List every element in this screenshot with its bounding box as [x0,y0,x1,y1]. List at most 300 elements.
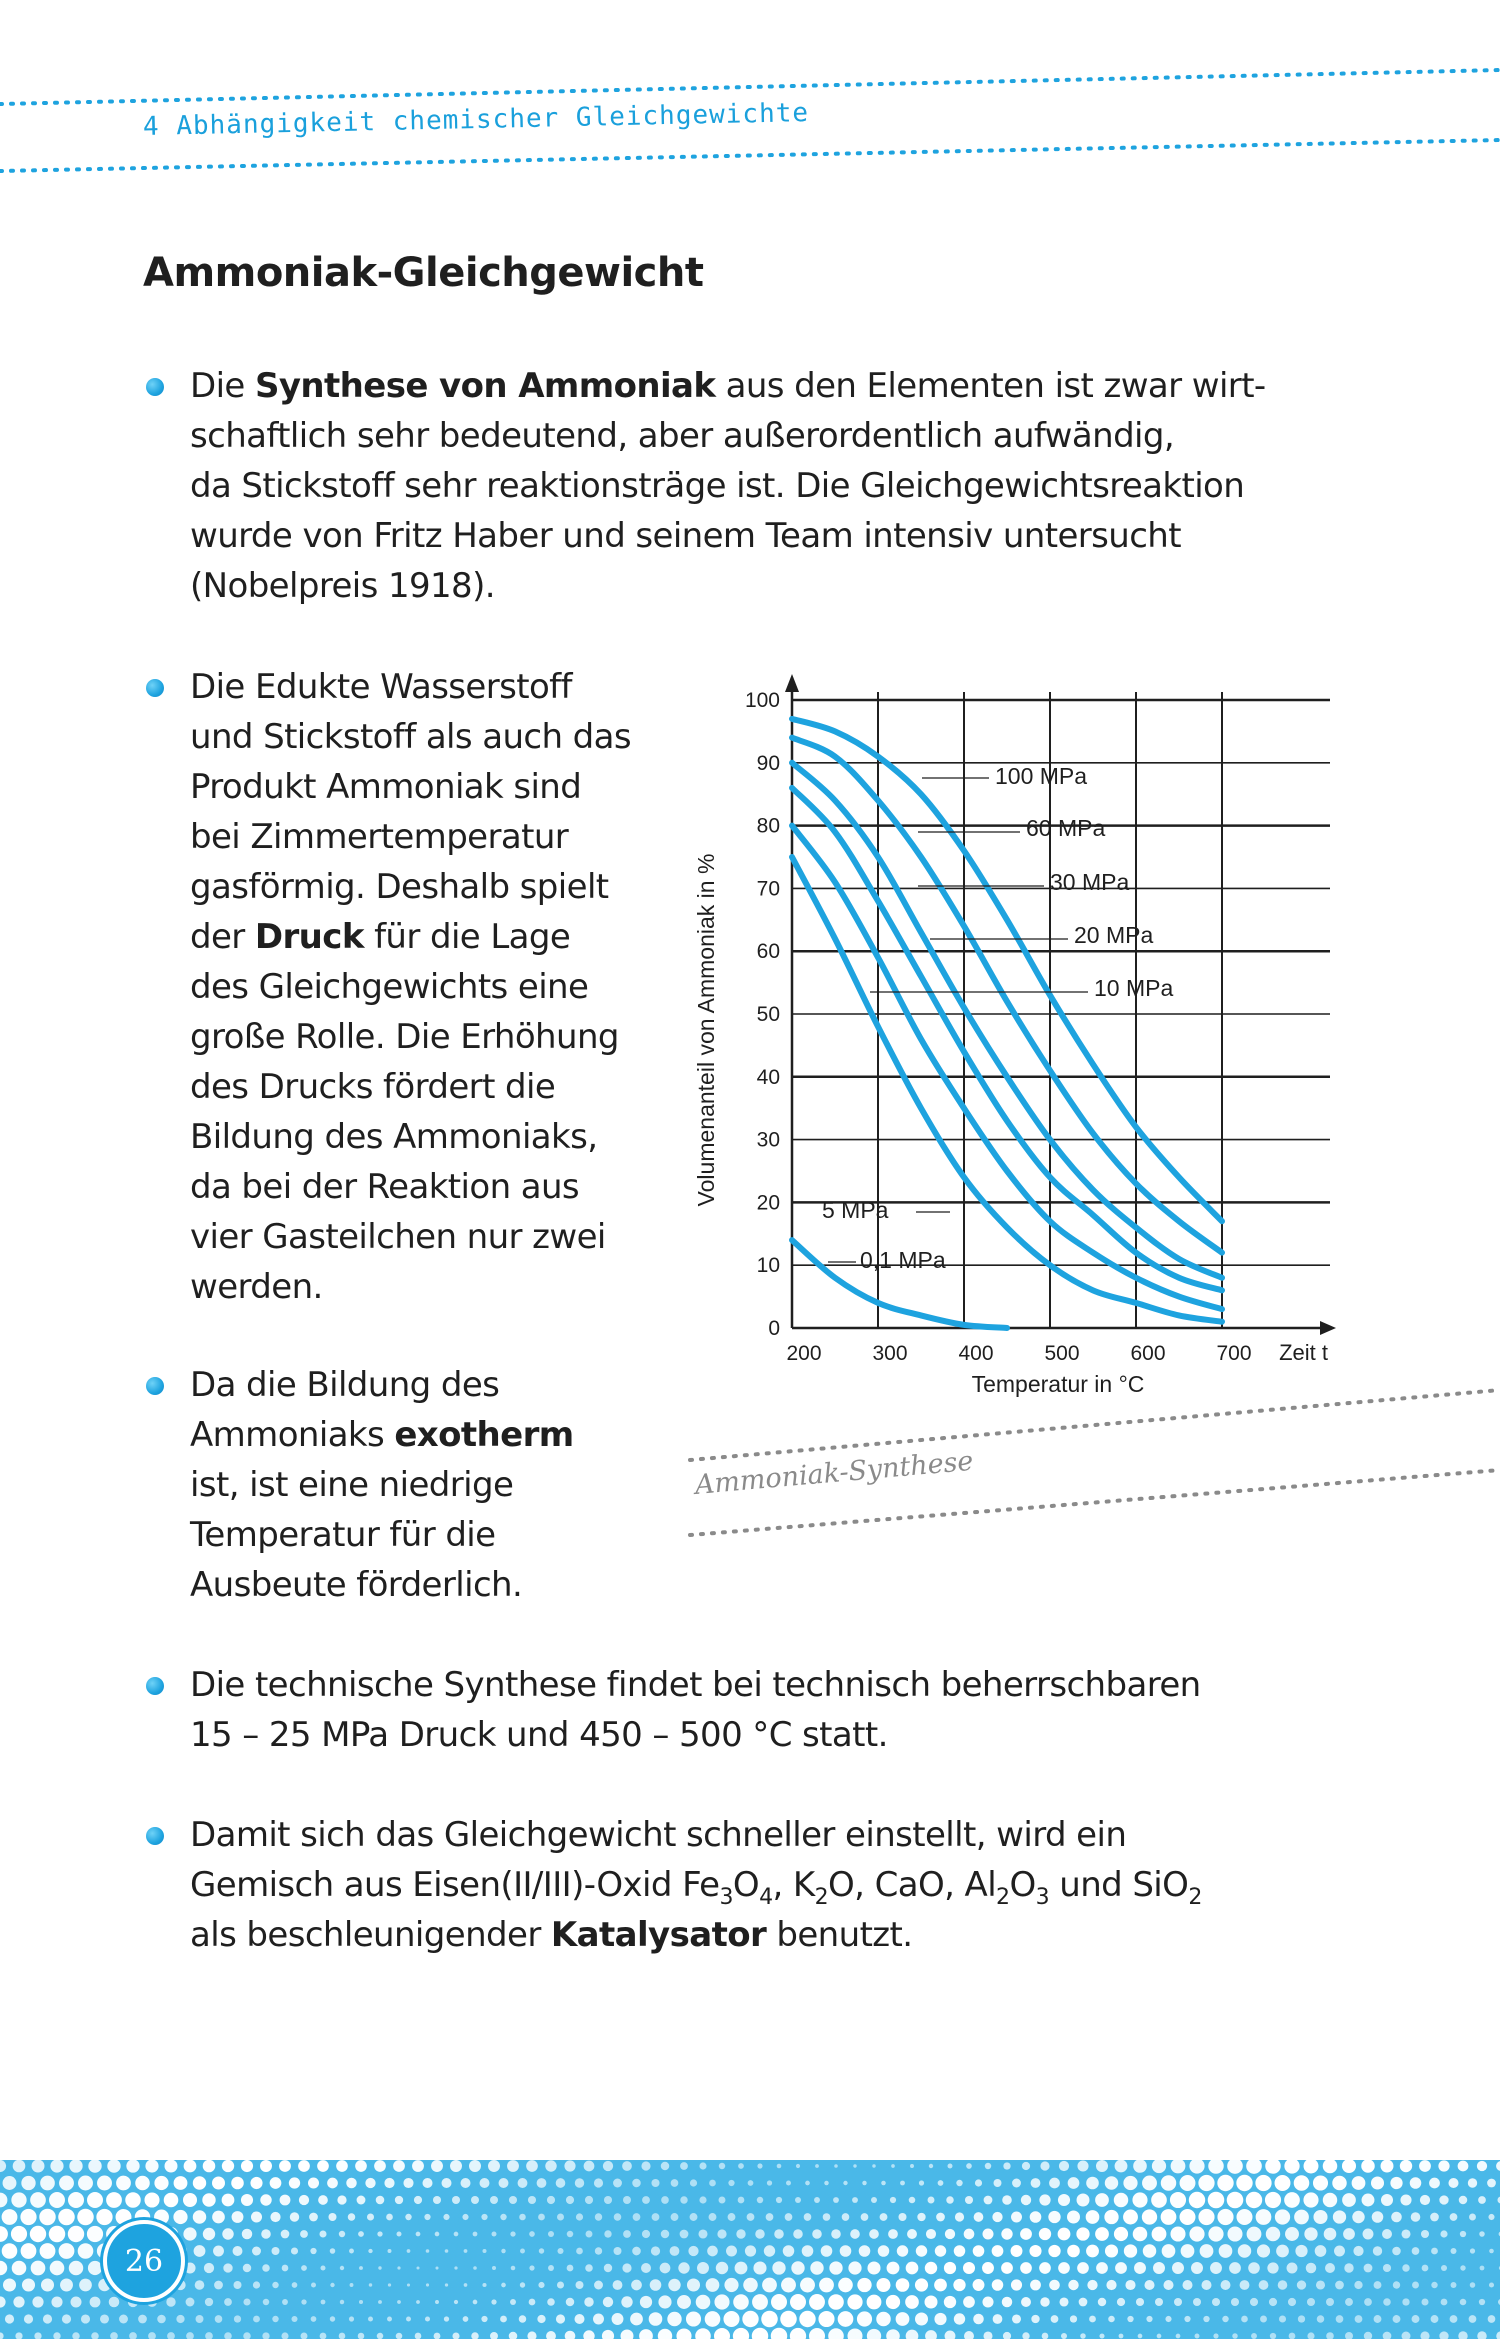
footer-dot [422,2178,432,2188]
chart-labels [745,689,1328,1365]
footer-dot [1099,2333,1104,2338]
footer-dot [823,2213,831,2221]
footer-dot [1489,2282,1494,2287]
footer-dot [766,2213,774,2221]
footer-dot [39,2209,55,2225]
text-run: der [190,917,255,957]
footer-dot [462,2214,468,2220]
footer-dot [966,2163,972,2169]
footer-dot [678,2262,689,2273]
footer-dot [709,2213,717,2221]
footer-dot [378,2266,381,2269]
footer-dot [1431,2315,1439,2323]
footer-dot [1343,2228,1355,2240]
footer-dot [1412,2282,1419,2289]
footer-dot [346,2178,357,2189]
footer-dot [944,2262,956,2274]
footer-dot [1470,2248,1475,2253]
footer-dot [1105,2244,1118,2257]
footer-dot [403,2178,413,2188]
footer-dot [1115,2262,1127,2274]
footer-dot [1179,2209,1195,2225]
footer-dot [1146,2316,1152,2322]
footer-dot [224,2298,232,2306]
footer-dot [671,2179,679,2187]
text-run: und SiO [1049,1865,1189,1905]
footer-dot [985,2163,991,2169]
text-line [190,912,631,962]
footer-dot [907,2229,917,2239]
footer-dot [1133,2227,1148,2242]
footer-dot [1353,2246,1363,2256]
footer-dot [1086,2210,1100,2224]
bullet-point-icon [146,378,164,396]
footer-dot [499,2178,509,2188]
footer-dot [1011,2245,1023,2257]
footer-dot [661,2230,670,2239]
footer-dot [395,2196,403,2204]
footer-dot [387,2317,392,2322]
footer-dot [776,2197,782,2203]
footer-dot [157,2315,166,2324]
footer-dot [696,2295,711,2310]
footer-dot [1029,2245,1041,2257]
footer-dot [196,2315,204,2323]
footer-dot [1419,2160,1431,2172]
footer-dot [1391,2212,1402,2223]
series-line-5 [792,857,1222,1322]
footer-dot [1362,2194,1375,2207]
footer-dot [290,2212,299,2221]
footer-dot [145,2160,158,2173]
x-tick-label: 300 [872,1342,908,1365]
footer-dot [60,2279,73,2292]
footer-dot [982,2262,994,2274]
footer-dot [1068,2280,1078,2290]
footer-dot [301,2299,306,2304]
footer-dot [164,2193,179,2208]
text-run: als beschleunigender [190,1915,551,1955]
footer-dot [1479,2299,1485,2305]
footer-dot [1438,2160,1449,2171]
footer-dot [386,2214,393,2221]
text-line [190,762,631,812]
subscript: 4 [759,1885,773,1910]
footer-dot [1294,2210,1309,2225]
footer-dot [317,2160,329,2172]
footer-dot [948,2164,953,2169]
footer-dot [193,2176,206,2189]
footer-dot [1153,2262,1165,2274]
footer-dot [804,2213,812,2221]
footer-dot [631,2280,642,2291]
footer-dot [622,2161,632,2171]
footer-dot [576,2248,583,2255]
footer-dot [144,2192,159,2207]
text-line [190,1810,1202,1860]
footer-dot [1326,2298,1334,2306]
text-run: gasförmig. Deshalb spielt [190,867,609,907]
footer-dot [843,2181,847,2185]
footer-dot [49,2226,66,2243]
footer-dot [1127,2316,1133,2322]
footer-dot [59,2176,74,2191]
footer-dot [1217,2175,1233,2191]
footer-dot [407,2283,410,2286]
footer-dot [481,2316,487,2322]
text-line [190,862,631,912]
footer-dot [32,2296,43,2307]
text-line [190,1560,574,1610]
footer-dot [876,2278,890,2292]
footer-dot [934,2279,947,2292]
footer-dot [658,2295,671,2308]
footer-dot [195,2280,205,2290]
footer-dot [1469,2315,1477,2323]
footer-dot [13,2160,26,2172]
footer-dot [1269,2298,1277,2306]
text-run: werden. [190,1267,323,1307]
footer-dot [1316,2280,1325,2289]
footer-dot [1119,2334,1124,2339]
footer-dot [1381,2194,1393,2206]
footer-dot [910,2164,914,2168]
footer-dot [1459,2196,1468,2205]
footer-dot [1080,2333,1086,2339]
footer-dot [242,2229,253,2240]
footer-dot [651,2179,659,2187]
text-run: O [732,1865,760,1905]
footer-dot [22,2278,35,2291]
footer-dot [1410,2177,1422,2189]
footer-dot [1303,2192,1318,2207]
footer-dot [68,2226,84,2242]
footer-dot [869,2229,879,2239]
footer-dot [1257,2244,1270,2257]
footer-dot [1058,2228,1071,2241]
x-tick-label: 500 [1044,1342,1080,1365]
text-line [190,561,1266,611]
footer-dot [1067,2211,1080,2224]
footer-dot [397,2300,401,2304]
footer-dot [1238,2244,1251,2257]
footer-dot [585,2196,593,2204]
footer-dot [1297,2280,1306,2289]
footer-dot [1325,2263,1335,2273]
footer-dot [41,2278,54,2291]
footer-dot [726,2246,737,2257]
footer-dot [1212,2298,1220,2306]
footer-dot [2,2243,18,2259]
footer-dot [632,2179,641,2188]
footer-dot [1020,2228,1032,2240]
footer-dot [289,2177,300,2188]
series-line-0 [792,719,1222,1221]
footer-dot [1247,2227,1262,2242]
series-label: 0,1 MPa [860,1247,946,1273]
footer-dot [723,2311,739,2327]
footer-dot [896,2312,910,2326]
footer-dot [1488,2214,1494,2220]
footer-dot [566,2196,574,2204]
footer-dot [900,2181,905,2186]
footer-dot [1260,2316,1267,2323]
text-run: da bei der Reaktion aus [190,1167,580,1207]
footer-dot [482,2249,486,2253]
footer-dot [973,2314,984,2325]
footer-dot [814,2197,820,2203]
footer-dot [520,2282,525,2287]
footer-dot [166,2297,175,2306]
footer-dot [1313,2210,1327,2224]
footer-dot [1448,2178,1458,2188]
footer-dot [212,2211,225,2224]
footer-dot [501,2249,505,2253]
footer-dot [1144,2280,1154,2290]
footer-dot [539,2248,544,2253]
footer-dot [1200,2244,1214,2258]
footer-dot [416,2300,420,2304]
footer-dot [397,2232,402,2237]
footer-dot [1460,2299,1467,2306]
series-label: 30 MPa [1050,869,1130,895]
footer-dot [311,2316,317,2322]
footer-dot [1487,2179,1496,2188]
footer-dot [934,2313,946,2325]
x-axis-arrow-icon [1320,1321,1336,1335]
footer-dot [699,2196,706,2203]
footer-dot [745,2245,756,2256]
footer-dot [736,2229,745,2238]
footer-dot [328,2213,336,2221]
footer-dot [1295,2245,1307,2257]
footer-dot [1106,2280,1116,2290]
text-run: Die technische Synthese findet bei technisch beherrschbaren [190,1665,1201,1705]
text-line [190,1660,1201,1710]
text-line [190,712,631,762]
footer-dot [567,2265,574,2272]
footer-dot [318,2195,328,2205]
footer-dot [50,2261,65,2276]
footer-dot [963,2262,975,2274]
footer-dot [492,2232,497,2237]
footer-dot [482,2283,486,2287]
footer-dot [888,2229,898,2239]
footer-dot [1077,2160,1088,2171]
footer-dot [714,2294,729,2309]
footer-dot [1012,2179,1021,2188]
footer-dot [1095,2193,1109,2207]
footer-dot [719,2197,726,2204]
footer-dot [1393,2281,1400,2288]
footer-dot [690,2179,697,2186]
footer-dot [1285,2227,1299,2241]
footer-dot [336,2160,348,2172]
footer-dot [1104,2210,1118,2224]
footer-dot [781,2278,796,2293]
chart-series [792,719,1222,1328]
footer-dot [1468,2178,1477,2187]
footer-dot [20,2209,36,2225]
footer-dot [500,2214,506,2220]
footer-dot [222,2194,235,2207]
footer-dot [1152,2227,1167,2242]
footer-dot [649,2312,663,2326]
footer-dot [1392,2247,1401,2256]
footer-dot [829,2261,842,2274]
footer-dot [881,2181,886,2186]
footer-dot [680,2162,688,2170]
footer-dot [367,2213,374,2220]
footer-dot [705,2311,721,2327]
text-line [190,361,1266,411]
footer-dot [595,2213,602,2220]
footer-dot [31,2261,46,2276]
footer-dot [1374,2281,1382,2289]
footer-dot [1039,2228,1051,2240]
footer-dot [604,2264,612,2272]
footer-dot [707,2246,718,2257]
x-axis-title: Temperatur in °C [971,1371,1145,1397]
footer-dot [1030,2211,1042,2223]
footer-dot [761,2311,778,2328]
footer-dot [670,2246,680,2256]
y-tick-label: 90 [756,751,780,775]
footer-dot [1354,2281,1362,2289]
footer-dot [818,2311,834,2327]
footer-dot [755,2229,764,2238]
bold-term: Katalysator [550,1915,767,1955]
footer-dot [777,2164,782,2169]
footer-dot [49,2192,65,2208]
footer-dot [743,2278,758,2293]
footer-dot [897,2245,908,2256]
footer-dot [1067,2245,1080,2258]
footer-dot [1172,2262,1184,2274]
footer-dot [1441,2265,1447,2271]
caption-dotted-band [680,1360,1500,1540]
footer-dot [547,2196,555,2204]
footer-dot [1332,2176,1346,2190]
text-run: Ausbeute förderlich. [190,1565,523,1605]
footer-dot [271,2247,279,2255]
footer-dot [529,2299,536,2306]
footer-dot [793,2229,803,2239]
footer-dot [594,2178,603,2187]
footer-dot [260,2160,272,2172]
footer-dot [135,2176,150,2191]
text-run: Produkt Ammoniak sind [190,767,582,807]
footer-dot [1098,2298,1106,2306]
footer-dot [368,2317,373,2322]
text-run: wurde von Fritz Haber und seinem Team intensiv untersucht [190,516,1181,556]
footer-dot [1246,2192,1262,2208]
footer-dot [717,2229,726,2238]
footer-dot [106,2192,122,2208]
footer-dot [1352,2176,1366,2190]
footer-dot [454,2232,459,2237]
footer-dot [501,2283,506,2288]
footer-dot [862,2181,866,2185]
footer-dot [1048,2245,1060,2257]
footer-dot [184,2262,195,2273]
footer-dot [368,2249,372,2253]
footer-dot [1079,2298,1088,2307]
text-run: O [1009,1865,1036,1905]
footer-dot [300,2230,308,2238]
footer-dot [603,2297,613,2307]
footer-dot [809,2294,825,2310]
footer-dot [358,2231,364,2237]
footer-dot [786,2181,791,2186]
footer-dot [1176,2334,1181,2339]
footer-dot [747,2213,755,2221]
footer-dot [802,2245,814,2257]
footer-dot [88,2261,102,2275]
footer-dot [412,2160,424,2172]
footer-dot [1266,2227,1280,2241]
footer-dot [677,2295,691,2309]
footer-dot [1323,2193,1337,2207]
footer-dot [1195,2334,1200,2339]
footer-dot [633,2213,641,2221]
footer-dot [40,2176,55,2191]
footer-dot [955,2212,964,2221]
footer-dot [557,2281,564,2288]
footer-dot [1217,2209,1233,2225]
footer-dot [1163,2280,1173,2290]
footer-dot [234,2315,241,2322]
footer-dot [1096,2160,1108,2172]
footer-dot [1039,2194,1050,2205]
footer-dot [1077,2194,1090,2207]
paragraph-technical [190,1660,1201,1760]
footer-dot [687,2278,700,2291]
footer-dot [699,2162,706,2169]
footer-dot [183,2227,196,2240]
footer-dot [982,2296,993,2307]
footer-dot [299,2195,309,2205]
footer-dot [340,2300,344,2304]
y-tick-label: 70 [756,877,780,901]
footer-dot [519,2315,527,2323]
footer-dot [790,2294,806,2310]
footer-dot [186,2298,195,2307]
footer-dot [78,2176,93,2191]
footer-dot [510,2299,516,2305]
footer-dot [350,2283,354,2287]
subscript: 3 [1035,1885,1050,1910]
footer-dot [480,2178,490,2188]
footer-dot [709,2180,716,2187]
footer-dot [165,2160,178,2173]
footer-dot [51,2296,62,2307]
footer-dot [1021,2195,1031,2205]
footer-dot [463,2316,469,2322]
footer-dot [1059,2297,1068,2306]
footer-dot [735,2262,748,2275]
subscript: 2 [1188,1885,1202,1910]
y-tick-label: 50 [756,1003,780,1026]
footer-dot [215,2315,223,2323]
footer-dot [1335,2281,1344,2290]
text-line [190,1710,1201,1760]
footer-dot [733,2294,749,2310]
footer-dot [622,2263,631,2272]
footer-dot [5,2314,14,2323]
footer-dot [954,2313,965,2324]
footer-dot [433,2196,441,2204]
